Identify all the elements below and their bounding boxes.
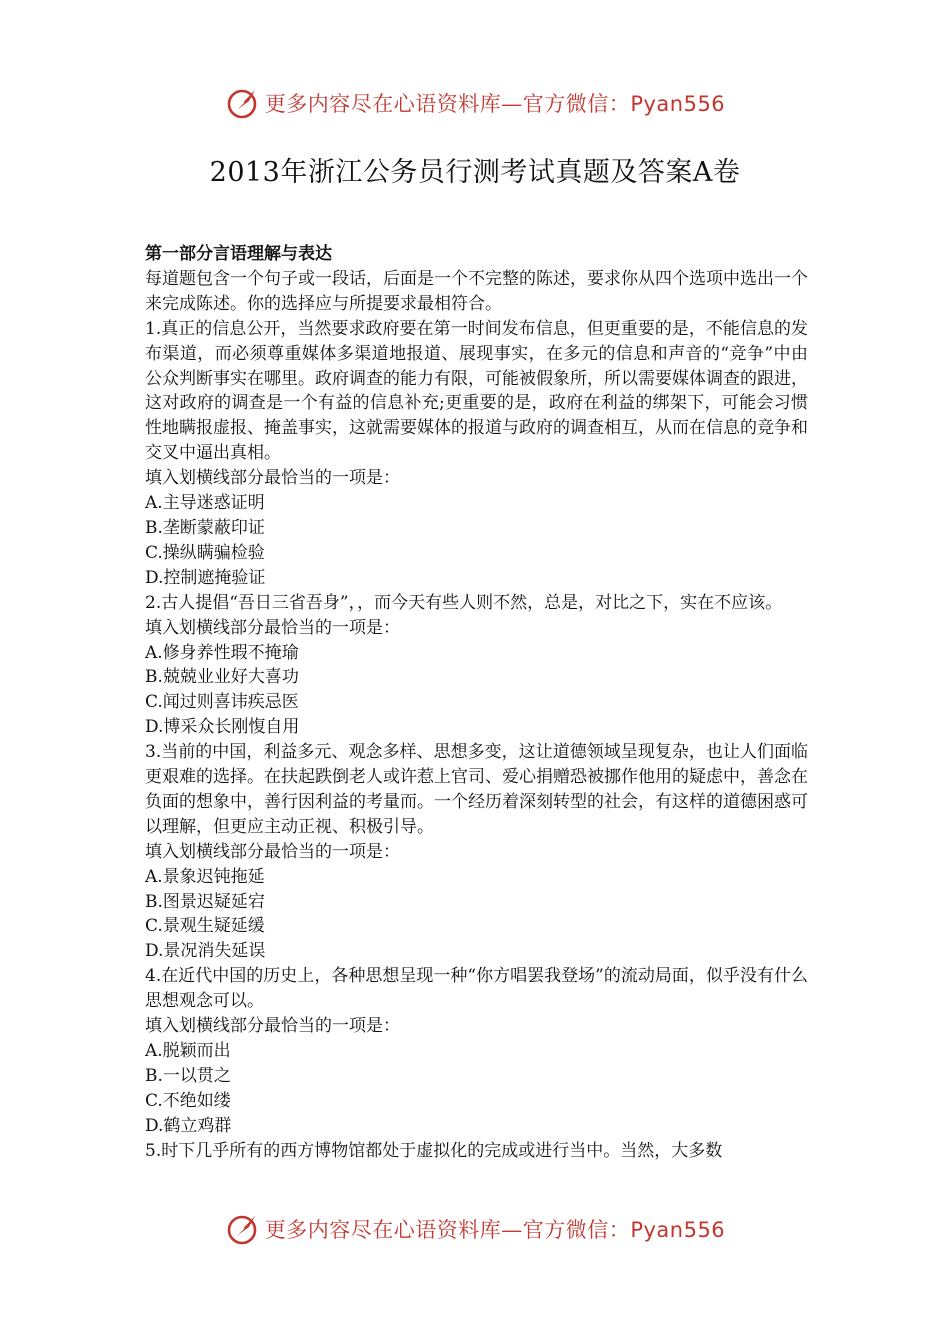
paragraph: 填入划横线部分最恰当的一项是：: [145, 1016, 400, 1037]
answer-option: D.控制遮掩验证: [145, 567, 266, 588]
quill-logo-icon: [225, 1211, 261, 1247]
answer-option: C.不绝如缕: [145, 1090, 231, 1111]
paragraph: 1.真正的信息公开，当然要求政府要在第一时间发布信息，但更重要的是，不能信息的发布渠道，而必须尊重媒体多渠道地报道、展现事实，在多元的信息和声音的“竞争”中由公众判断事实在哪里。政府调查的能力有限，可能被假象所，所以需要媒体调查的跟进，这对政府的调查是一个有益的信息补充;更重要的是，政府在利益的绑架下，可能会习惯性地瞒报虚报、掩盖事实，这就需要媒体的报道与政府的调查相互，从而在信息的竞争和交叉中逼出真相。: [145, 318, 808, 464]
answer-option: D.景况消失延误: [145, 941, 266, 962]
section-heading: 第一部分言语理解与表达: [145, 244, 332, 264]
answer-option: B.图景迟疑延宕: [145, 891, 265, 912]
paragraph: 5.时下几乎所有的西方博物馆都处于虚拟化的完成或进行当中。当然，大多数: [145, 1140, 723, 1161]
answer-option: A.脱颖而出: [145, 1041, 231, 1061]
watermark-text: 更多内容尽在心语资料库—官方微信：Pyan556: [264, 1218, 726, 1242]
wechat-id: Pyan556: [630, 92, 726, 116]
answer-option: B.兢兢业业好大喜功: [145, 667, 299, 688]
answer-option: A.修身养性瑕不掩瑜: [145, 642, 299, 663]
paragraph: 填入划横线部分最恰当的一项是：: [145, 617, 400, 638]
watermark-banner-bottom: [0, 1207, 950, 1251]
paragraph: 填入划横线部分最恰当的一项是：: [145, 841, 400, 862]
wechat-id: Pyan556: [630, 1218, 726, 1242]
answer-option: B.垄断蒙蔽印证: [145, 517, 265, 538]
answer-option: A.景象迟钝拖延: [145, 866, 265, 887]
quill-logo-icon: [225, 85, 261, 121]
answer-option: D.博采众长刚愎自用: [145, 717, 300, 738]
answer-option: C.闻过则喜讳疾忌医: [145, 692, 299, 713]
paragraph: 4.在近代中国的历史上，各种思想呈现一种“你方唱罢我登场”的流动局面，似乎没有什么思想观念可以。: [145, 966, 808, 1012]
answer-option: A.主导迷惑证明: [145, 493, 265, 514]
document-body: [145, 242, 808, 1164]
watermark-text: 更多内容尽在心语资料库—官方微信：Pyan556: [264, 92, 726, 116]
answer-option: C.景观生疑延缓: [145, 916, 265, 937]
paragraph: 每道题包含一个句子或一段话，后面是一个不完整的陈述，要求你从四个选项中选出一个来完成陈述。你的选择应与所提要求最相符合。: [145, 268, 808, 314]
watermark-banner-top: [0, 81, 950, 125]
answer-option: B.一以贯之: [145, 1065, 231, 1086]
answer-option: D.鹤立鸡群: [145, 1115, 232, 1136]
paragraph: 2.古人提倡“吾日三省吾身”，，而今天有些人则不然，总是，对比之下，实在不应该。: [145, 592, 783, 613]
paragraph: 填入划横线部分最恰当的一项是：: [145, 468, 400, 489]
paragraph: 3.当前的中国，利益多元、观念多样、思想多变，这让道德领域呈现复杂，也让人们面临更艰难的选择。在扶起跌倒老人或许惹上官司、爱心捐赠恐被挪作他用的疑虑中，善念在负面的想象中，善行因利益的考量而。一个经历着深刻转型的社会，有这样的道德困惑可以理解，但更应主动正视、积极引导。: [145, 742, 808, 837]
document-title: 2013年浙江公务员行测考试真题及答案A卷: [209, 157, 741, 188]
answer-option: C.操纵瞒骗检验: [145, 542, 265, 563]
